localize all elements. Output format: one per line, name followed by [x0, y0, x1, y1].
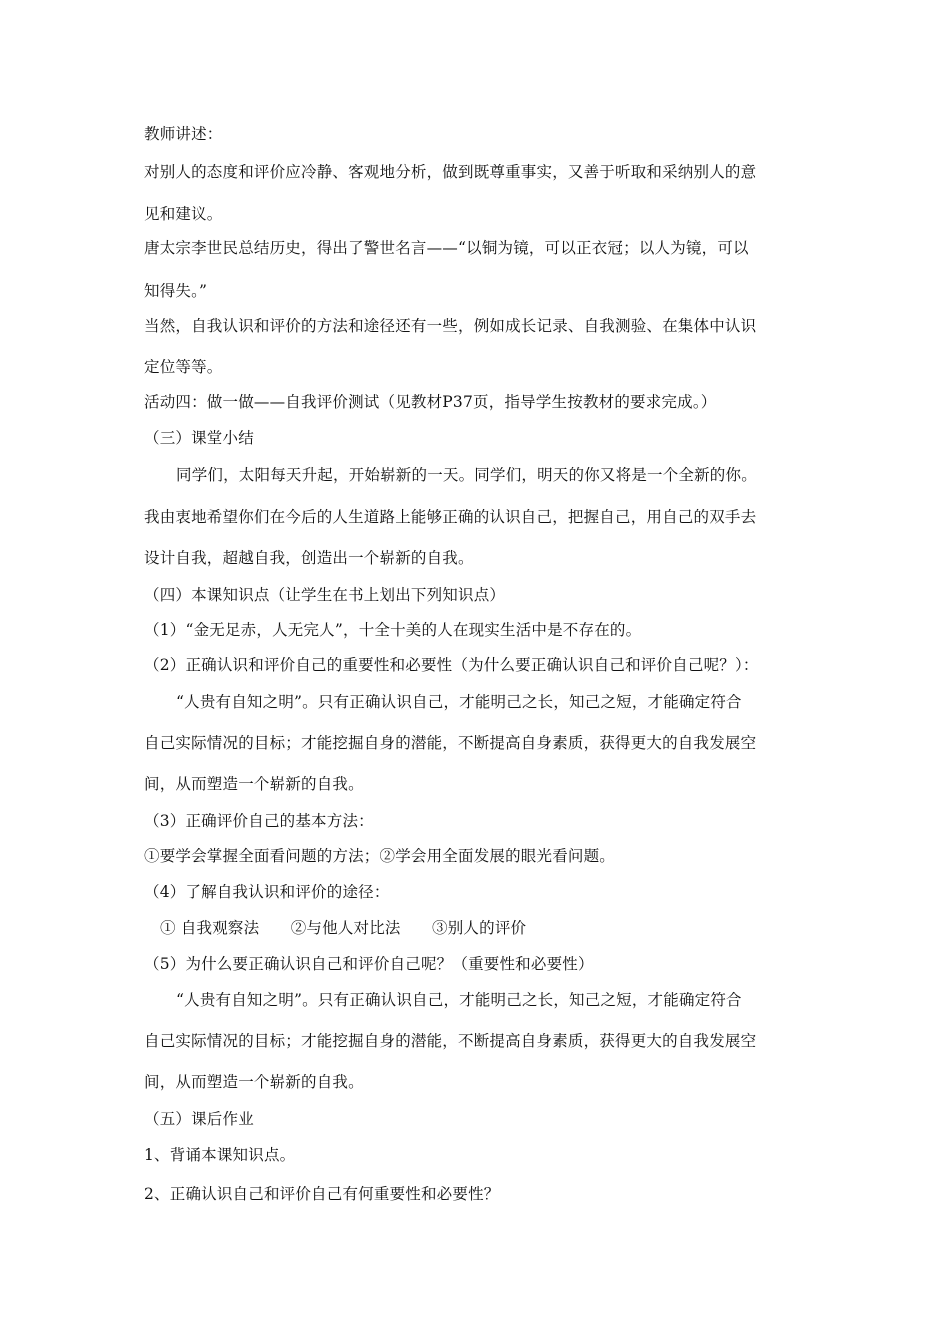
text-line: 间，从而塑造一个崭新的自我。: [144, 1073, 364, 1091]
section-heading-knowledge: （四）本课知识点（让学生在书上划出下列知识点）: [144, 586, 506, 604]
text-line: 同学们，太阳每天升起，开始崭新的一天。同学们，明天的你又将是一个全新的你。: [176, 466, 757, 484]
text-line: 定位等等。: [144, 358, 223, 376]
text-line: 当然，自我认识和评价的方法和途径还有一些，例如成长记录、自我测验、在集体中认识: [144, 317, 757, 335]
text-line: 唐太宗李世民总结历史，得出了警世名言——“以铜为镜，可以正衣冠；以人为镜，可以: [144, 239, 749, 257]
text-line: 自己实际情况的目标；才能挖掘自身的潜能，不断提高自身素质，获得更大的自我发展空: [144, 1032, 757, 1050]
text-line-teacher-narration: 教师讲述：: [144, 125, 223, 143]
text-line: “人贵有自知之明”。只有正确认识自己，才能明己之长，知己之短，才能确定符合: [176, 991, 742, 1009]
section-heading-homework: （五）课后作业: [144, 1110, 254, 1128]
text-line: 见和建议。: [144, 205, 223, 223]
text-line-methods: ① 自我观察法 ②与他人对比法 ③别人的评价: [160, 919, 527, 937]
text-line: 对别人的态度和评价应冷静、客观地分析，做到既尊重事实，又善于听取和采纳别人的意: [144, 163, 757, 181]
text-line: 自己实际情况的目标；才能挖掘自身的潜能，不断提高自身素质，获得更大的自我发展空: [144, 734, 757, 752]
homework-item-2: 2、正确认识自己和评价自己有何重要性和必要性？: [144, 1185, 500, 1203]
text-line-activity-four: 活动四：做一做——自我评价测试（见教材P37页，指导学生按教材的要求完成。）: [144, 393, 717, 411]
knowledge-point-3: （3）正确评价自己的基本方法：: [144, 812, 374, 830]
text-line: 间，从而塑造一个崭新的自我。: [144, 775, 364, 793]
knowledge-point-2: （2）正确认识和评价自己的重要性和必要性（为什么要正确认识自己和评价自己呢？）：: [144, 656, 759, 674]
text-line: ①要学会掌握全面看问题的方法；②学会用全面发展的眼光看问题。: [144, 847, 616, 865]
knowledge-point-4: （4）了解自我认识和评价的途径：: [144, 883, 390, 901]
text-line: 知得失。”: [144, 282, 208, 300]
homework-item-1: 1、背诵本课知识点。: [144, 1146, 296, 1164]
text-line: 设计自我，超越自我，创造出一个崭新的自我。: [144, 549, 474, 567]
knowledge-point-1: （1）“金无足赤，人无完人”，十全十美的人在现实生活中是不存在的。: [144, 621, 642, 639]
section-heading-summary: （三）课堂小结: [144, 429, 254, 447]
knowledge-point-5: （5）为什么要正确认识自己和评价自己呢？（重要性和必要性）: [144, 955, 594, 973]
text-line: 我由衷地希望你们在今后的人生道路上能够正确的认识自己，把握自己，用自己的双手去: [144, 508, 757, 526]
text-line: “人贵有自知之明”。只有正确认识自己，才能明己之长，知己之短，才能确定符合: [176, 693, 742, 711]
